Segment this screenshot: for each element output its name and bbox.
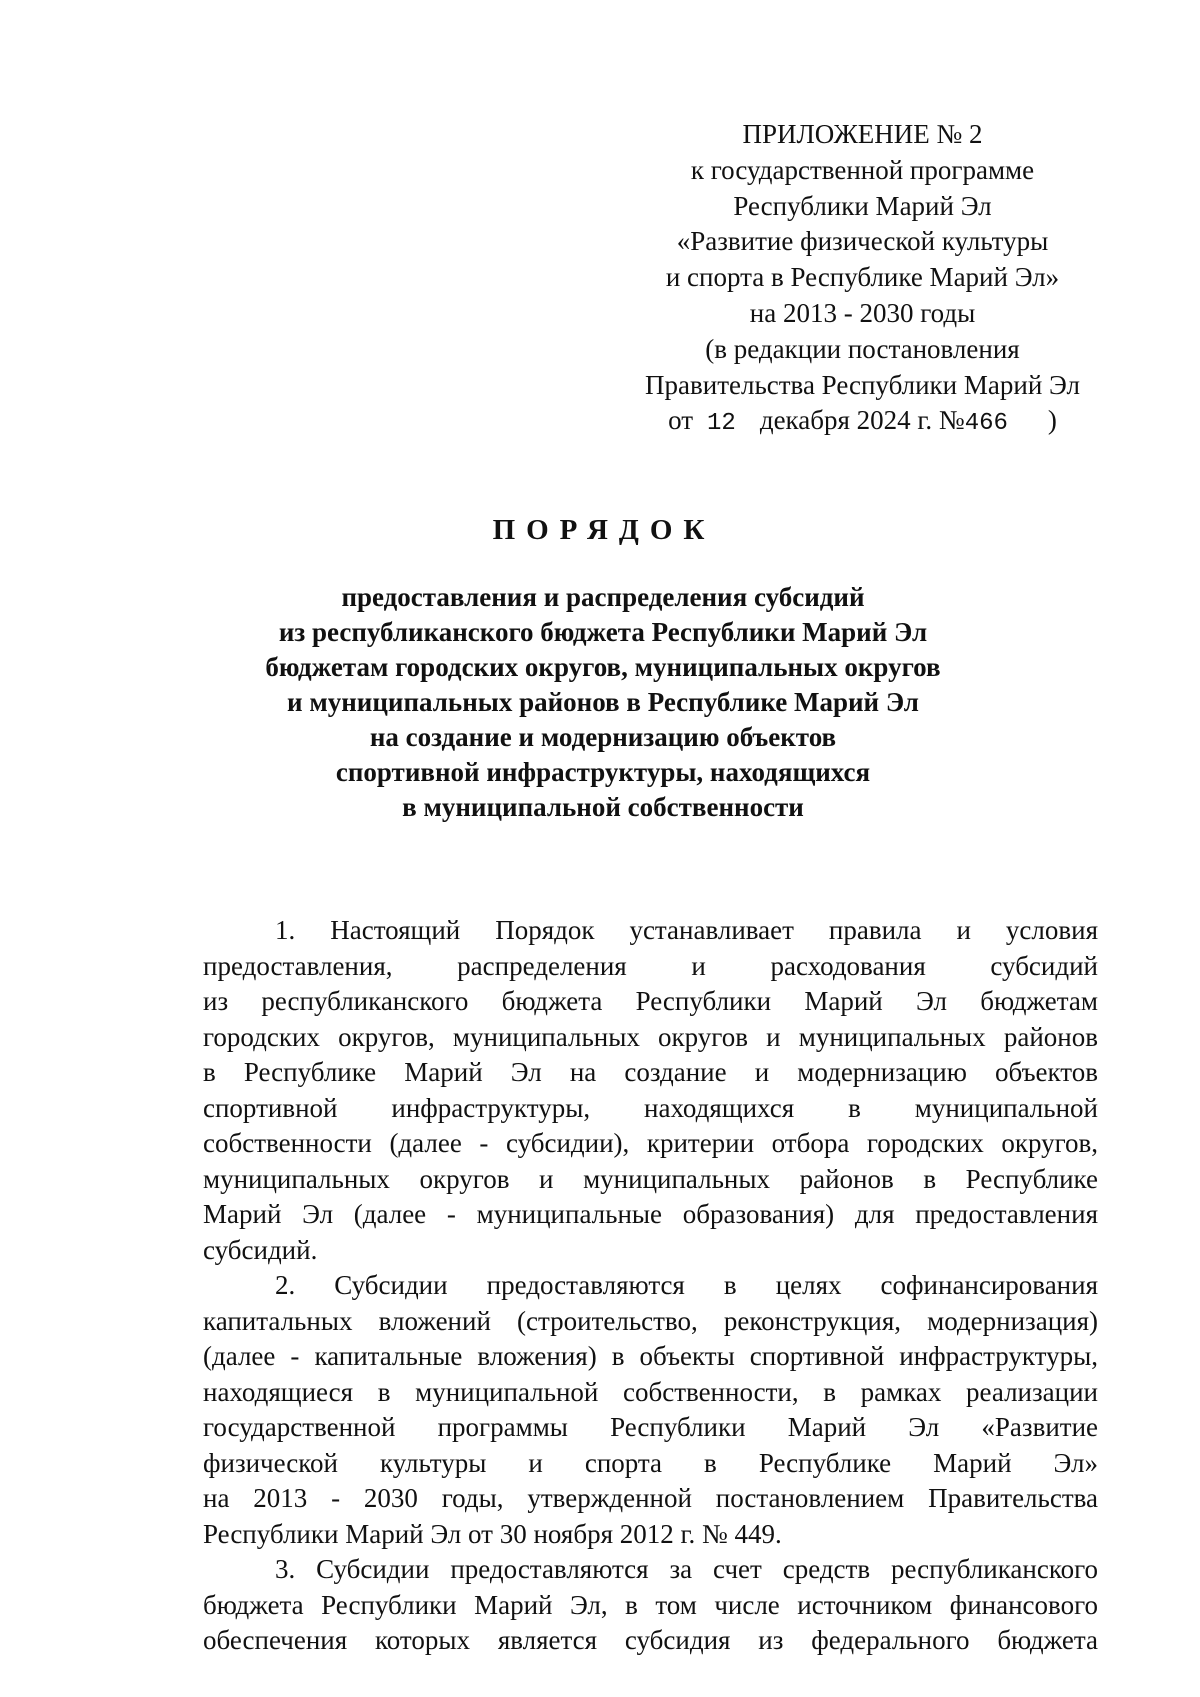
paragraph-3-line: обеспечения которых является субсидия из федерального бюджета [203,1625,1098,1655]
paragraph-2-line: находящиеся в муниципальной собственности, в рамках реализации [203,1376,1098,1407]
paragraph-1-line: предоставления, распределения и расходования субсидий [203,950,1098,981]
annex-date-day: 12 [707,410,736,438]
subtitle-line: из республиканского бюджета Республики Марий Эл [278,617,928,647]
subtitle-line: на создание и модернизацию объектов [369,722,837,752]
subtitle-line: спортивной инфраструктуры, находящихся [335,757,871,787]
paragraph-2-line: на 2013 - 2030 годы, утвержденной постановлением Правительства [203,1483,1098,1513]
annex-line-program-name-2: и спорта в Республике Марий Эл» [665,262,1060,293]
paragraph-1-line: Марий Эл (далее - муниципальные образования) для предоставления [203,1199,1098,1229]
document-heading: ПОРЯДОК [492,514,716,546]
annex-date-line [620,403,1105,442]
paragraph-1-line: собственности (далее - субсидии), критерии отбора городских округов, [203,1128,1098,1158]
paragraph-2-line: капитальных вложений (строительство, реконструкция, модернизация) [203,1305,1098,1336]
paragraph-1-line: из республиканского бюджета Республики Марий Эл бюджетам [203,986,1098,1016]
paragraph-3-line: бюджета Республики Марий Эл, в том числе источником финансового [203,1589,1098,1620]
paragraph-1-line: субсидий. [203,1234,318,1265]
annex-close-paren: ) [1047,405,1057,436]
paragraph-2-line: (далее - капитальные вложения) в объекты спортивной инфраструктуры, [203,1341,1098,1371]
document-body [203,913,1098,1659]
annex-line-revision: (в редакции постановления [705,333,1020,364]
annex-line-government: Правительства Республики Марий Эл [645,369,1080,400]
subtitle-line: и муниципальных районов в Республике Марий Эл [287,687,919,717]
subtitle-line: в муниципальной собственности [402,792,804,822]
subtitle-line: бюджетам городских округов, муниципальных округов [265,652,941,682]
paragraph-2-line: физической культуры и спорта в Республике Марий Эл» [203,1447,1098,1478]
subtitle-line: предоставления и распределения субсидий [341,582,865,612]
annex-line-program-name-1: «Развитие физической культуры [676,226,1049,257]
paragraph-1-line: спортивной инфраструктуры, находящихся в муниципальной [203,1092,1098,1123]
paragraph-1-line: городских округов, муниципальных округов и муниципальных районов [203,1021,1098,1052]
paragraph-2-line: 2. Субсидии предоставляются в целях софинансирования [275,1270,1098,1300]
annex-header [620,117,1105,442]
document-subtitle [200,580,1006,825]
annex-title: ПРИЛОЖЕНИЕ № 2 [742,119,983,149]
annex-decree-number: 466 [964,410,1008,438]
paragraph-3-line: 3. Субсидии предоставляются за счет средств республиканского [275,1554,1098,1584]
paragraph-1-line: 1. Настоящий Порядок устанавливает правила и условия [275,915,1098,945]
annex-line-years: на 2013 - 2030 годы [749,297,976,328]
paragraph-2-line: государственной программы Республики Марий Эл «Развитие [203,1412,1098,1442]
paragraph-1-line: муниципальных округов и муниципальных районов в Республике [203,1163,1098,1194]
annex-line-republic: Республики Марий Эл [733,190,992,221]
annex-line-program: к государственной программе [690,154,1035,185]
paragraph-2-line: Республики Марий Эл от 30 ноября 2012 г. № 449. [203,1518,782,1549]
annex-date-prefix: от [668,405,694,436]
annex-date-text: декабря 2024 г. № [759,405,965,436]
paragraph-1-line: в Республике Марий Эл на создание и модернизацию объектов [203,1057,1098,1087]
